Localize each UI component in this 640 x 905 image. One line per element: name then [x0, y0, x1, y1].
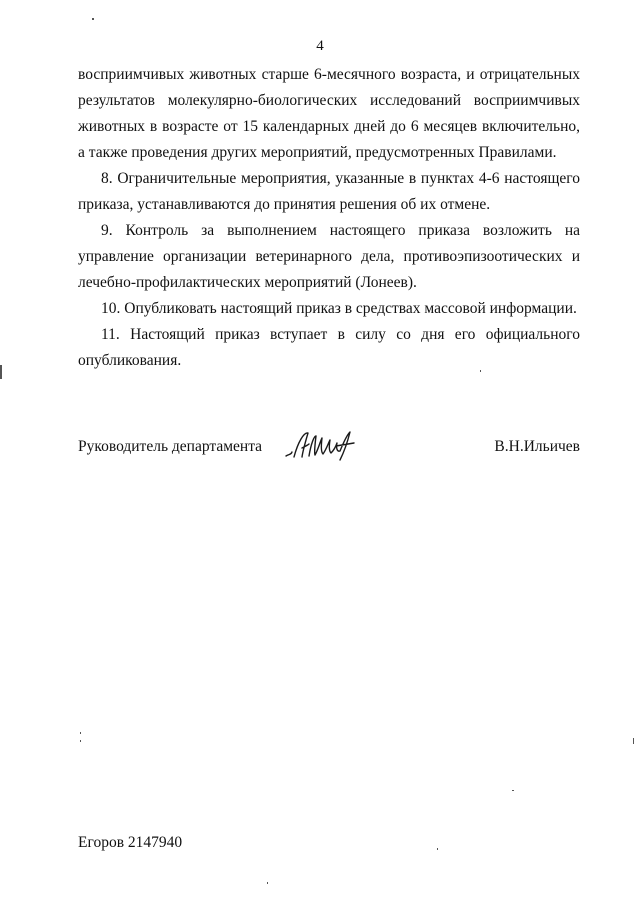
signature-block	[78, 424, 580, 464]
scan-speck	[437, 848, 438, 850]
paragraph-item-10: 10. Опубликовать настоящий приказ в средствах массовой информации.	[101, 300, 577, 317]
scan-speck	[480, 370, 481, 372]
page-number: 4	[316, 38, 324, 54]
paragraph-item-9: 9. Контроль за выполнением настоящего приказа возложить на управление организации ветеринарного дела, противоэпизоотических и лечебно-профилактических мероприятий (Лонеев).	[78, 222, 580, 291]
scan-speck	[0, 365, 2, 379]
scan-speck	[633, 738, 634, 744]
scan-speck	[80, 740, 81, 742]
signatory-role: Руководитель департамента	[78, 438, 263, 455]
executor-note: Егоров 2147940	[78, 834, 183, 851]
document-body	[78, 62, 580, 374]
scan-speck	[92, 18, 94, 20]
paragraph-continuation: восприимчивых животных старше 6-месячного возраста, и отрицательных результатов молекулярно-биологических исследований восприимчивых животных в возрасте от 15 календарных дней до 6 месяцев включительно, а также проведения других мероприятий, предусмотренных Правилами.	[78, 66, 580, 161]
scan-speck	[80, 732, 81, 734]
handwritten-signature	[280, 424, 360, 464]
signatory-name: В.Н.Ильичев	[494, 438, 580, 455]
paragraph-item-11: 11. Настоящий приказ вступает в силу со дня его официального опубликования.	[78, 326, 580, 369]
scan-speck	[267, 882, 268, 884]
paragraph-item-8: 8. Ограничительные мероприятия, указанные в пунктах 4-6 настоящего приказа, устанавливаются до принятия решения об их отмене.	[78, 170, 580, 213]
scan-speck	[512, 790, 514, 791]
